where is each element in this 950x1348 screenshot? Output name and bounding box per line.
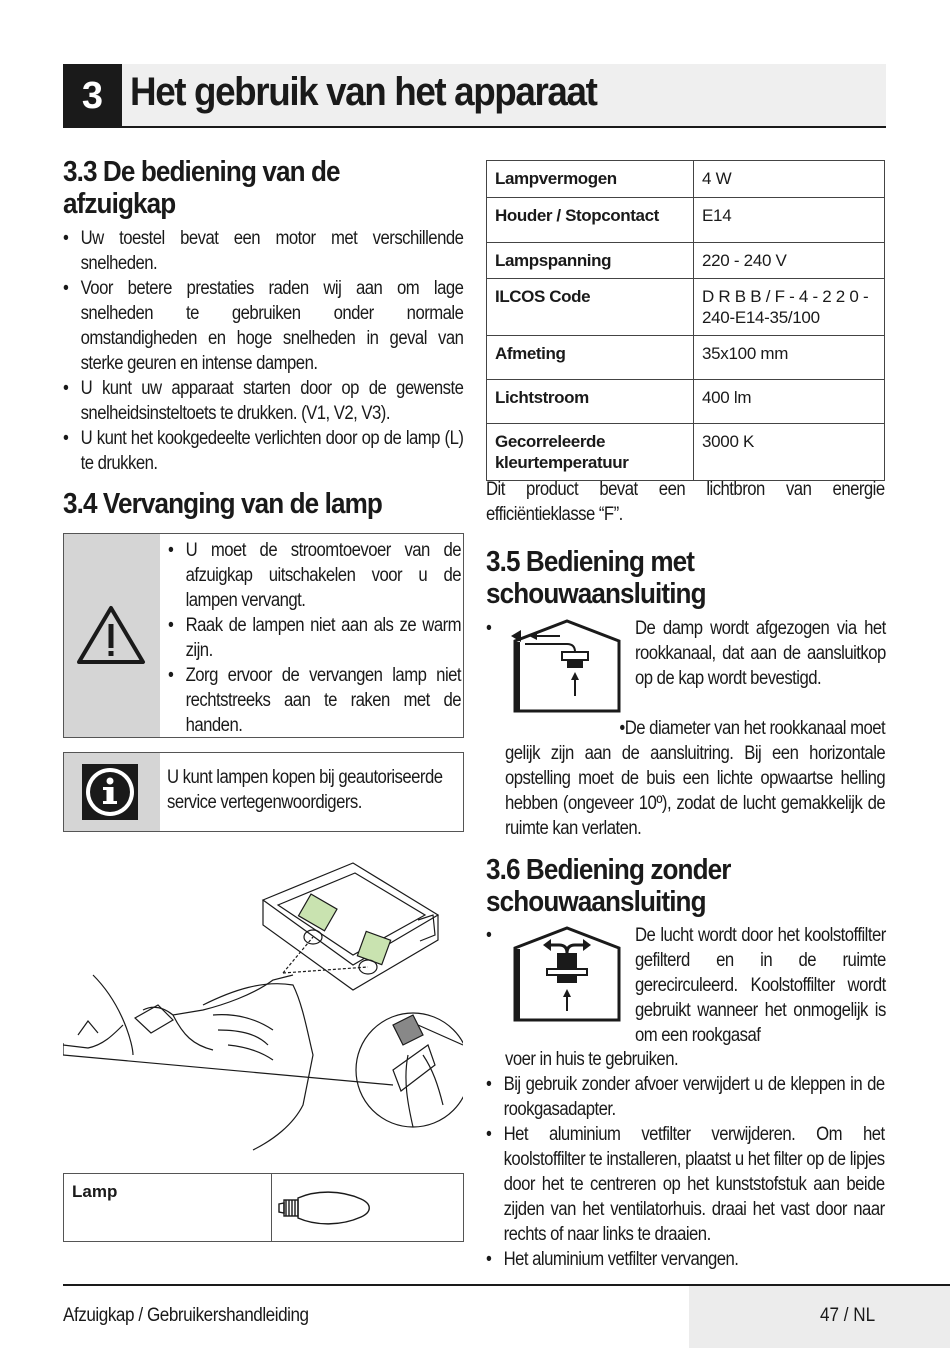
table-row: ILCOS Code D R B B / F - 4 - 2 2 0 - 240-E14-35/100	[487, 279, 885, 336]
section-3-5-text-2: •De diameter van het rookkanaal moet gelijk zijn aan de aansluitring. Bij een horizontale opstelling moet de buis een lichte opwaartse helling hebben (ongeveer 10º), zodat de lucht gemakkelijk de ruimte kan verlaten.	[505, 718, 886, 839]
section-3-3-bullets	[63, 226, 463, 476]
candle-bulb-icon	[276, 1184, 376, 1232]
section-3-4-title: 3.4 Vervanging van de lamp	[63, 488, 382, 520]
lamp-label: Lamp	[72, 1182, 118, 1201]
warning-box	[63, 533, 464, 738]
ducted-mode-icon	[505, 616, 630, 714]
chapter-title: Het gebruik van het apparaat	[130, 70, 597, 114]
list-item: • Bij gebruik zonder afvoer verwijdert u de kleppen in de rookgasadapter.	[486, 1072, 885, 1122]
table-row: Afmeting 35x100 mm	[487, 336, 885, 380]
footer-title: Afzuigkap / Gebruikershandleiding	[63, 1305, 309, 1326]
energy-note: Dit product bevat een lichtbron van energie efficiëntieklasse “F”.	[486, 479, 885, 525]
section-3-6-text-1-continued: voer in huis te gebruiken.	[505, 1049, 679, 1070]
list-item: • U moet de stroomtoevoer van de afzuigkap uitschakelen voor u de lampen vervangt.	[168, 538, 461, 613]
section-3-3-title: 3.3 De bediening van de afzuigkap	[63, 156, 340, 220]
lamp-replacement-illustration	[63, 855, 463, 1155]
list-item: • Voor betere prestaties raden wij aan om lage snelheden te gebruiken onder normale omstandigheden en hoge snelheden in geval van sterke geuren en intense dampen.	[63, 276, 463, 376]
section-3-6-text-1: De lucht wordt door het koolstoffilter gefilterd en in de ruimte gerecirculeerd. Koolstoffilter wordt gebruikt wanneer het onmogelijk is om een rookgasaf	[635, 925, 886, 1046]
list-item: • Zorg ervoor de vervangen lamp niet rechtstreeks aan te raken met de handen.	[168, 663, 461, 738]
recirculation-mode-icon	[505, 923, 630, 1023]
section-3-5-title: 3.5 Bediening met schouwaansluiting	[486, 546, 706, 610]
table-row: Lampvermogen 4 W	[487, 161, 885, 198]
info-icon	[80, 762, 140, 822]
list-item: • Het aluminium vetfilter vervangen.	[486, 1247, 885, 1272]
list-item: • U kunt het kookgedeelte verlichten door op de lamp (L) te drukken.	[63, 426, 463, 476]
section-3-6-bullets	[486, 1072, 885, 1272]
table-row: Houder / Stopcontact E14	[487, 198, 885, 243]
table-row: Lampspanning 220 - 240 V	[487, 243, 885, 279]
page-number: 47 / NL	[820, 1305, 876, 1326]
info-text: U kunt lampen kopen bij geautoriseerde service vertegenwoordigers.	[167, 767, 443, 813]
table-row: Lichtstroom 400 lm	[487, 380, 885, 424]
list-item: • Het aluminium vetfilter verwijderen. Om het koolstoffilter te installeren, plaatst u het filter op de lipjes door het te centreren op het kunststofstuk aan beide zijden van het ventilatorhuis. draai het vast door naar rechts of naar links te draaien.	[486, 1122, 885, 1247]
section-3-6-title: 3.6 Bediening zonder schouwaansluiting	[486, 854, 731, 918]
table-row: Gecorreleerde kleurtemperatuur 3000 K	[487, 424, 885, 481]
section-3-5-text-1: De damp wordt afgezogen via het rookkanaal, dat aan de aansluitkop op de kap wordt bevestigd.	[635, 618, 886, 689]
warning-triangle-icon	[76, 604, 146, 666]
info-box	[63, 752, 464, 832]
chapter-number: 3	[63, 64, 122, 128]
lamp-spec-table	[486, 160, 885, 481]
lamp-table	[63, 1173, 464, 1242]
list-item: • Uw toestel bevat een motor met verschillende snelheden.	[63, 226, 463, 276]
list-item: • Raak de lampen niet aan als ze warm zijn.	[168, 613, 461, 663]
list-item: • U kunt uw apparaat starten door op de gewenste snelheidsinsteltoets te drukken. (V1, V2, V3).	[63, 376, 463, 426]
